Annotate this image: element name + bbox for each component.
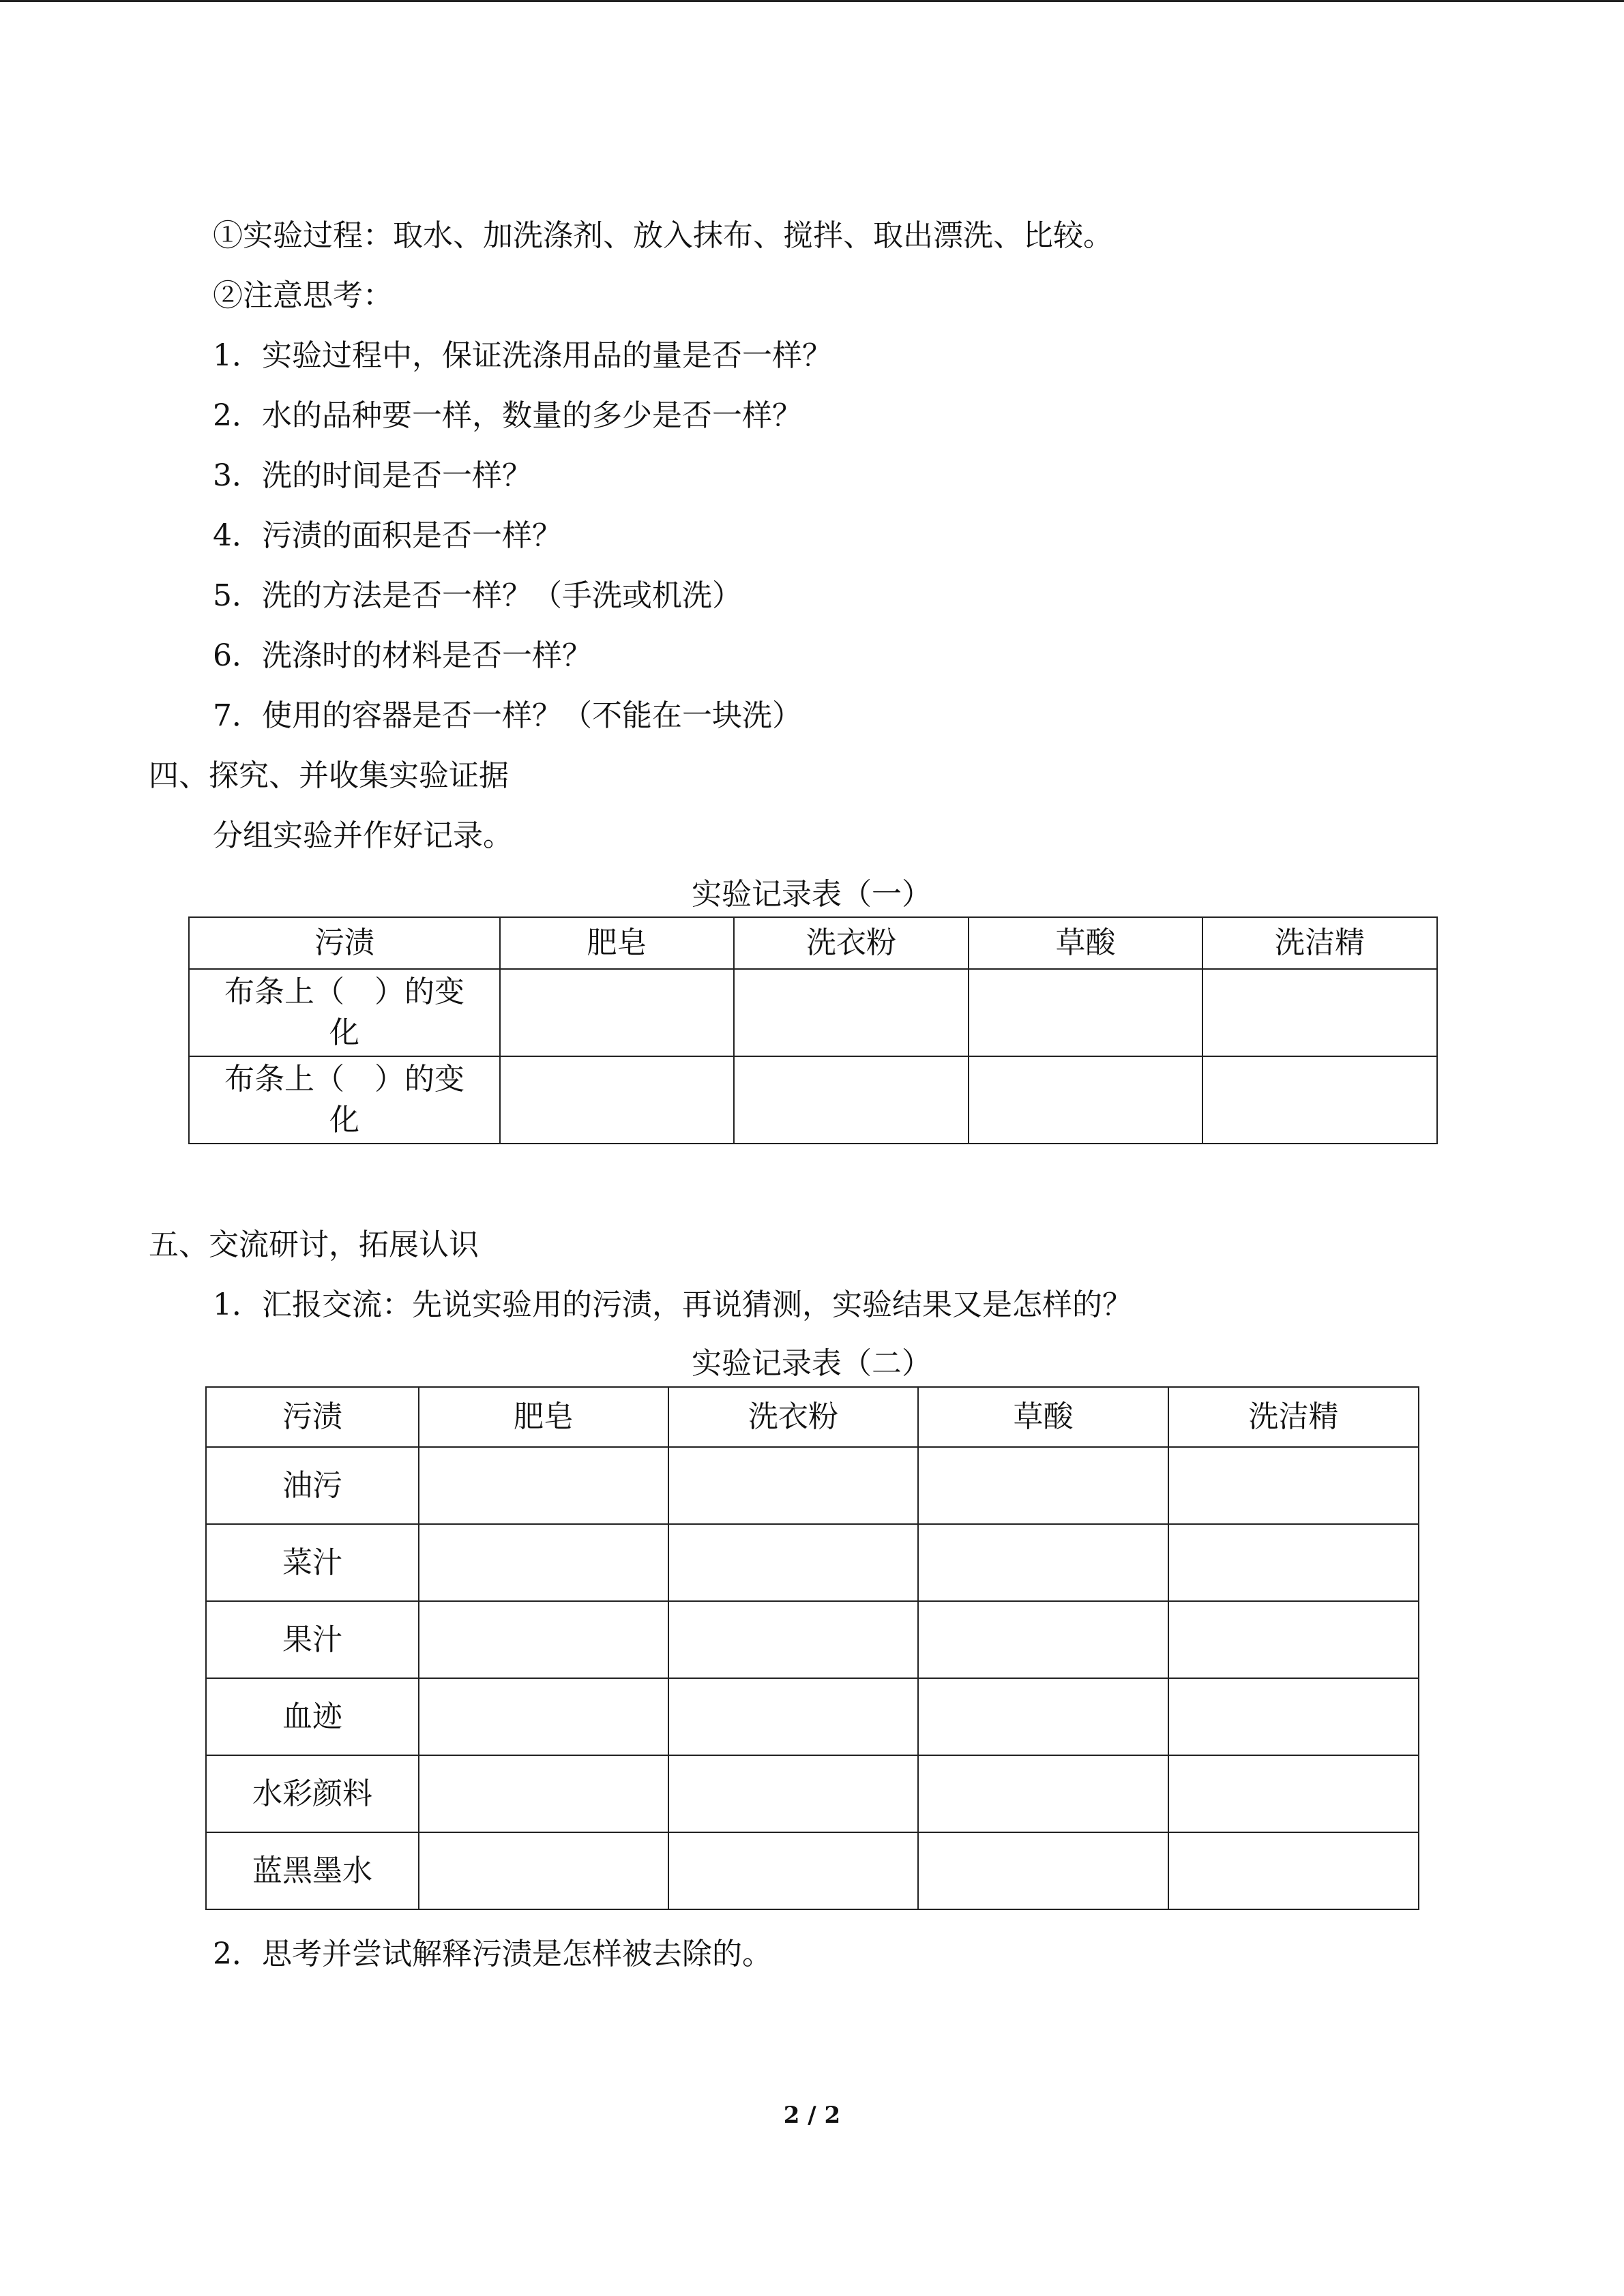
section4-heading: 四、探究、并收集实验证据 (149, 758, 509, 793)
table-cell (1202, 1056, 1437, 1144)
table-cell (1168, 1755, 1419, 1832)
table-cell (1202, 969, 1437, 1056)
table-cell (1168, 1678, 1419, 1755)
section5-item-1: 1．汇报交流：先说实验用的污渍，再说猜测，实验结果又是怎样的？ (213, 1287, 1132, 1322)
table2-header-soap: 肥皂 (419, 1387, 668, 1447)
table-cell (419, 1601, 668, 1678)
table-row (206, 1524, 1419, 1601)
table2-row-label: 水彩颜料 (206, 1755, 419, 1832)
table1-row-label (189, 1056, 500, 1144)
table-row (189, 1056, 1437, 1144)
table-cell (419, 1678, 668, 1755)
question-3: 3．洗的时间是否一样？ (213, 458, 532, 493)
top-border-line (0, 0, 1624, 2)
table-row (206, 1678, 1419, 1755)
table-cell (419, 1832, 668, 1909)
table-cell (419, 1447, 668, 1524)
table1-header-row (189, 917, 1437, 969)
table2-header-dish-soap: 洗洁精 (1168, 1387, 1419, 1447)
row-label-line: 布条上（ ）的变 (224, 1062, 464, 1097)
experiment-steps: ①实验过程：取水、加洗涤剂、放入抹布、搅拌、取出漂洗、比较。 (213, 218, 1113, 253)
table-cell (668, 1524, 918, 1601)
question-7: 7．使用的容器是否一样？（不能在一块洗） (213, 698, 802, 733)
table2-row-label: 血迹 (206, 1678, 419, 1755)
table-cell (918, 1601, 1168, 1678)
table1-header-oxalic-acid: 草酸 (969, 917, 1202, 969)
table1-row-label (189, 969, 500, 1056)
table2-row-label: 油污 (206, 1447, 419, 1524)
table2-row-label: 蓝黑墨水 (206, 1832, 419, 1909)
table-cell (668, 1832, 918, 1909)
table-cell (500, 969, 734, 1056)
table-cell (918, 1832, 1168, 1909)
question-4: 4．污渍的面积是否一样？ (213, 518, 562, 553)
table-row (206, 1832, 1419, 1909)
row-label-line: 化 (329, 1015, 359, 1050)
table-cell (668, 1755, 918, 1832)
table-cell (500, 1056, 734, 1144)
table-cell (1168, 1447, 1419, 1524)
table-row (206, 1755, 1419, 1832)
table1-header-soap: 肥皂 (500, 917, 734, 969)
table-cell (419, 1755, 668, 1832)
table2-header-oxalic-acid: 草酸 (918, 1387, 1168, 1447)
attention-title: ②注意思考： (213, 278, 393, 313)
table-cell (1168, 1524, 1419, 1601)
table-cell (918, 1447, 1168, 1524)
table-cell (668, 1447, 918, 1524)
table-cell (734, 1056, 969, 1144)
table2-header-washing-powder: 洗衣粉 (668, 1387, 918, 1447)
record-table-1 (188, 916, 1438, 1144)
section5-heading: 五、交流研讨，拓展认识 (149, 1227, 479, 1262)
question-1: 1．实验过程中，保证洗涤用品的量是否一样？ (213, 338, 832, 373)
table-cell (1168, 1601, 1419, 1678)
row-label-line: 布条上（ ）的变 (224, 974, 464, 1009)
table1-caption: 实验记录表（一） (692, 877, 932, 912)
page-number: 2 / 2 (783, 2102, 841, 2129)
table1-header-washing-powder: 洗衣粉 (734, 917, 969, 969)
table-cell (1168, 1832, 1419, 1909)
section5-item-2: 2．思考并尝试解释污渍是怎样被去除的。 (213, 1937, 772, 1971)
table-row (206, 1447, 1419, 1524)
table1-header-dish-soap: 洗洁精 (1202, 917, 1437, 969)
question-6: 6．洗涤时的材料是否一样？ (213, 638, 592, 673)
table2-header-stain: 污渍 (206, 1387, 419, 1447)
table-row (206, 1601, 1419, 1678)
section4-instruction: 分组实验并作好记录。 (213, 818, 513, 853)
table-cell (918, 1678, 1168, 1755)
record-table-2 (205, 1386, 1419, 1910)
table2-header-row (206, 1387, 1419, 1447)
row-label-line: 化 (329, 1103, 359, 1137)
table-cell (918, 1755, 1168, 1832)
question-2: 2．水的品种要一样，数量的多少是否一样？ (213, 398, 802, 433)
table2-row-label: 菜汁 (206, 1524, 419, 1601)
table2-row-label: 果汁 (206, 1601, 419, 1678)
table-cell (419, 1524, 668, 1601)
table-cell (918, 1524, 1168, 1601)
table-cell (668, 1601, 918, 1678)
table-row (189, 969, 1437, 1056)
table-cell (969, 969, 1202, 1056)
table-cell (734, 969, 969, 1056)
question-5: 5．洗的方法是否一样？（手洗或机洗） (213, 578, 742, 613)
table-cell (969, 1056, 1202, 1144)
table1-header-stain: 污渍 (189, 917, 500, 969)
table2-caption: 实验记录表（二） (692, 1346, 932, 1381)
table-cell (668, 1678, 918, 1755)
